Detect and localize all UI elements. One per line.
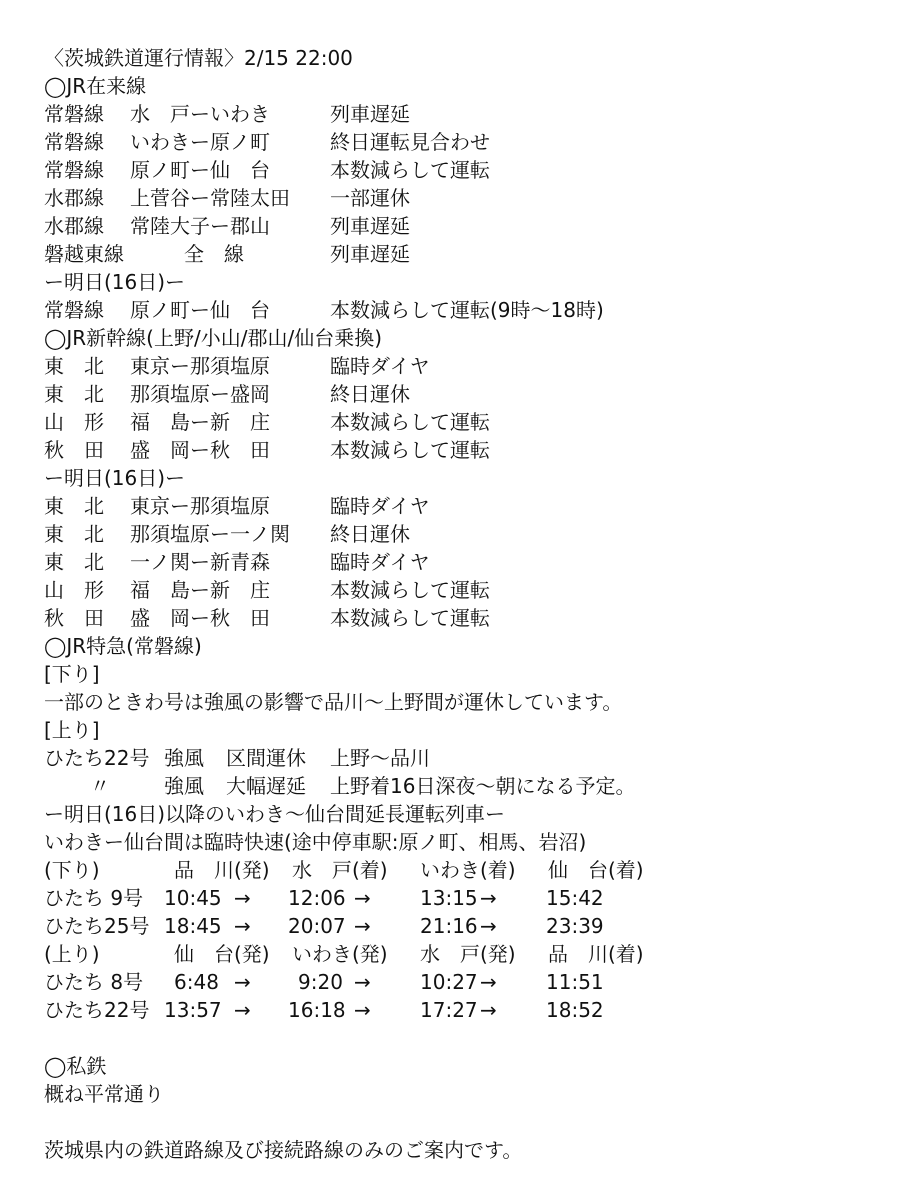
section: 一ノ関ー新青森 bbox=[130, 550, 270, 574]
time: 20:07 bbox=[288, 914, 346, 938]
status: 列車遅延 bbox=[330, 214, 410, 238]
detail: 上野〜品川 bbox=[330, 746, 430, 770]
direction-label: (下り) bbox=[44, 858, 100, 882]
time: 16:18 bbox=[288, 998, 346, 1022]
time: 23:39 bbox=[546, 914, 604, 938]
time: 11:51 bbox=[546, 970, 604, 994]
line-name: 山 形 bbox=[44, 578, 104, 602]
express-down-label: [下り] bbox=[44, 662, 100, 686]
arrow-icon: → bbox=[234, 886, 251, 910]
line-name: 東 北 bbox=[44, 382, 104, 406]
train-name: ひたち22号 bbox=[44, 998, 150, 1022]
section: 福 島ー新 庄 bbox=[130, 410, 270, 434]
status: 本数減らして運転 bbox=[330, 606, 490, 630]
section: 盛 岡ー秋 田 bbox=[130, 606, 270, 630]
arrow-icon: → bbox=[480, 998, 497, 1022]
line-name: 秋 田 bbox=[44, 606, 104, 630]
station-header: 品 川(発) bbox=[174, 858, 270, 882]
status: 終日運転見合わせ bbox=[330, 130, 490, 154]
jr-local-heading: ◯JR在来線 bbox=[44, 74, 147, 98]
line-name: 東 北 bbox=[44, 354, 104, 378]
line-name: 常磐線 bbox=[44, 298, 104, 322]
time: 6:48 bbox=[174, 970, 219, 994]
station-header: 仙 台(発) bbox=[174, 942, 270, 966]
station-header: いわき(着) bbox=[420, 858, 516, 882]
status: 本数減らして運転 bbox=[330, 410, 490, 434]
time: 9:20 bbox=[298, 970, 343, 994]
line-name: 常磐線 bbox=[44, 158, 104, 182]
line-name: 東 北 bbox=[44, 522, 104, 546]
time: 18:52 bbox=[546, 998, 604, 1022]
status: 終日運休 bbox=[330, 522, 410, 546]
time: 13:57 bbox=[164, 998, 222, 1022]
extension-title: ー明日(16日)以降のいわき〜仙台間延長運転列車ー bbox=[44, 802, 506, 826]
arrow-icon: → bbox=[354, 886, 371, 910]
section: 全 線 bbox=[184, 242, 244, 266]
status: 一部運休 bbox=[330, 186, 410, 210]
direction-label: (上り) bbox=[44, 942, 100, 966]
private-heading: ◯私鉄 bbox=[44, 1054, 107, 1078]
train-name: ひたち22号 bbox=[44, 746, 150, 770]
section: 水 戸ーいわき bbox=[130, 102, 270, 126]
arrow-icon: → bbox=[354, 998, 371, 1022]
cause: 強風 bbox=[164, 774, 204, 798]
line-name: 常磐線 bbox=[44, 130, 104, 154]
status: 本数減らして運転 bbox=[330, 578, 490, 602]
station-header: 仙 台(着) bbox=[548, 858, 644, 882]
status: 大幅遅延 bbox=[226, 774, 306, 798]
line-name: 常磐線 bbox=[44, 102, 104, 126]
station-header: いわき(発) bbox=[292, 942, 388, 966]
arrow-icon: → bbox=[234, 970, 251, 994]
status: 臨時ダイヤ bbox=[330, 494, 430, 518]
status: 区間運休 bbox=[226, 746, 306, 770]
time: 10:27 bbox=[420, 970, 478, 994]
status: 列車遅延 bbox=[330, 102, 410, 126]
train-name: ひたち25号 bbox=[44, 914, 150, 938]
section: いわきー原ノ町 bbox=[130, 130, 270, 154]
time: 10:45 bbox=[164, 886, 222, 910]
section: 那須塩原ー一ノ関 bbox=[130, 522, 290, 546]
time: 13:15 bbox=[420, 886, 478, 910]
section: 原ノ町ー仙 台 bbox=[130, 298, 270, 322]
train-name: ひたち 9号 bbox=[44, 886, 144, 910]
express-down-text: 一部のときわ号は強風の影響で品川〜上野間が運休しています。 bbox=[44, 690, 623, 714]
status: 本数減らして運転 bbox=[330, 438, 490, 462]
arrow-icon: → bbox=[234, 914, 251, 938]
arrow-icon: → bbox=[234, 998, 251, 1022]
express-heading: ◯JR特急(常磐線) bbox=[44, 634, 202, 658]
time: 21:16 bbox=[420, 914, 478, 938]
line-name: 東 北 bbox=[44, 550, 104, 574]
shinkansen-heading: ◯JR新幹線(上野/小山/郡山/仙台乗換) bbox=[44, 326, 382, 350]
station-header: 品 川(着) bbox=[548, 942, 644, 966]
train-name: 〃 bbox=[90, 774, 110, 798]
line-name: 山 形 bbox=[44, 410, 104, 434]
detail: 上野着16日深夜〜朝になる予定。 bbox=[330, 774, 636, 798]
arrow-icon: → bbox=[480, 914, 497, 938]
status: 本数減らして運転 bbox=[330, 158, 490, 182]
time: 17:27 bbox=[420, 998, 478, 1022]
arrow-icon: → bbox=[480, 886, 497, 910]
station-header: 水 戸(発) bbox=[420, 942, 516, 966]
jr-local-tomorrow-label: ー明日(16日)ー bbox=[44, 270, 186, 294]
shinkansen-tomorrow-label: ー明日(16日)ー bbox=[44, 466, 186, 490]
document-header: 〈茨城鉄道運行情報〉2/15 22:00 bbox=[44, 46, 353, 70]
status: 終日運休 bbox=[330, 382, 410, 406]
section: 上菅谷ー常陸太田 bbox=[130, 186, 290, 210]
time: 15:42 bbox=[546, 886, 604, 910]
time: 18:45 bbox=[164, 914, 222, 938]
section: 福 島ー新 庄 bbox=[130, 578, 270, 602]
section: 東京ー那須塩原 bbox=[130, 494, 270, 518]
arrow-icon: → bbox=[354, 970, 371, 994]
line-name: 磐越東線 bbox=[44, 242, 124, 266]
cause: 強風 bbox=[164, 746, 204, 770]
line-name: 水郡線 bbox=[44, 214, 104, 238]
section: 盛 岡ー秋 田 bbox=[130, 438, 270, 462]
status: 臨時ダイヤ bbox=[330, 550, 430, 574]
arrow-icon: → bbox=[354, 914, 371, 938]
status: 臨時ダイヤ bbox=[330, 354, 430, 378]
express-up-label: [上り] bbox=[44, 718, 100, 742]
status: 列車遅延 bbox=[330, 242, 410, 266]
time: 12:06 bbox=[288, 886, 346, 910]
train-name: ひたち 8号 bbox=[44, 970, 144, 994]
private-text: 概ね平常通り bbox=[44, 1082, 164, 1106]
section: 東京ー那須塩原 bbox=[130, 354, 270, 378]
section: 那須塩原ー盛岡 bbox=[130, 382, 270, 406]
footer-note: 茨城県内の鉄道路線及び接続路線のみのご案内です。 bbox=[44, 1138, 523, 1162]
extension-note: いわきー仙台間は臨時快速(途中停車駅:原ノ町、相馬、岩沼) bbox=[44, 830, 587, 854]
station-header: 水 戸(着) bbox=[292, 858, 388, 882]
line-name: 秋 田 bbox=[44, 438, 104, 462]
line-name: 水郡線 bbox=[44, 186, 104, 210]
status: 本数減らして運転(9時〜18時) bbox=[330, 298, 604, 322]
section: 常陸大子ー郡山 bbox=[130, 214, 270, 238]
section: 原ノ町ー仙 台 bbox=[130, 158, 270, 182]
arrow-icon: → bbox=[480, 970, 497, 994]
line-name: 東 北 bbox=[44, 494, 104, 518]
